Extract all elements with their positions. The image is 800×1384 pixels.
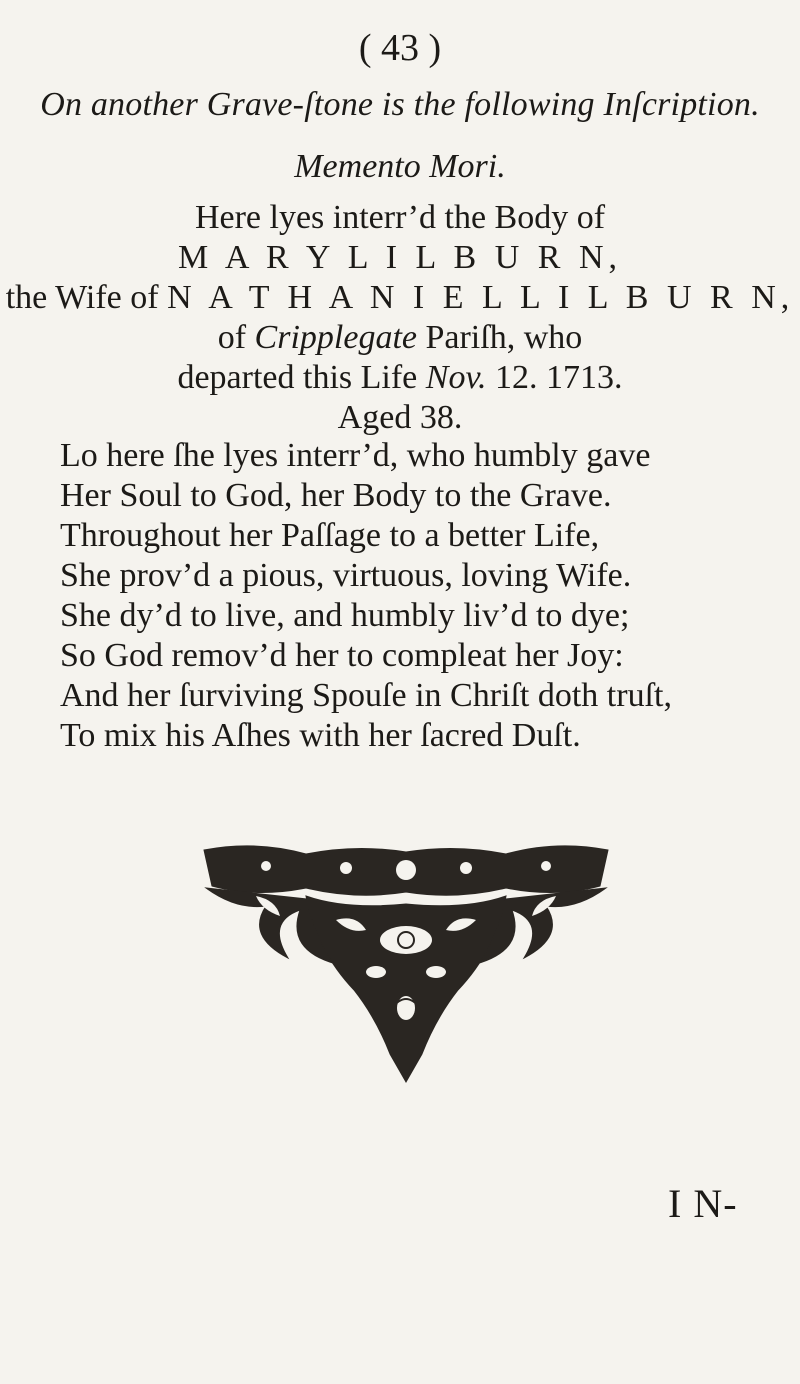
inscription-heading: On another Grave-ſtone is the following Inſcription. xyxy=(40,86,760,123)
verse-line: And her ſurviving Spouſe in Chriſt doth truſt, xyxy=(60,677,672,714)
wife-of-line xyxy=(0,278,800,318)
deceased-name: M A R Y L I L B U R N, xyxy=(177,239,623,276)
wife-of-label: the Wife of xyxy=(5,279,168,316)
verse-line: She prov’d a pious, virtuous, loving Wife. xyxy=(60,557,632,594)
verse-line: To mix his Aſhes with her ſacred Duſt. xyxy=(60,717,581,754)
epitaph-inscription xyxy=(0,198,800,438)
verse-line: Throughout her Paſſage to a better Life, xyxy=(60,517,600,554)
parish-line xyxy=(0,318,800,358)
parish-of-label: of xyxy=(217,319,255,356)
catchword: I N- xyxy=(668,1181,738,1226)
age-line: Aged 38. xyxy=(337,399,463,436)
epitaph-verse xyxy=(60,436,780,756)
inscription-line-1: Here lyes interr’d the Body of xyxy=(194,199,606,236)
husband-name: N A T H A N I E L L I L B U R N, xyxy=(167,279,795,316)
page-number: ( 43 ) xyxy=(358,27,442,69)
death-month: Nov. xyxy=(425,359,487,396)
parish-name: Cripplegate xyxy=(254,319,417,356)
departed-label: departed this Life xyxy=(177,359,426,396)
verse-line: So God remov’d her to compleat her Joy: xyxy=(60,637,624,674)
verse-line: Lo here ſhe lyes interr’d, who humbly gave xyxy=(60,437,651,474)
verse-line: She dy’d to live, and humbly liv’d to dye; xyxy=(60,597,630,634)
death-date: 12. 1713. xyxy=(486,359,623,396)
tailpiece-ornament xyxy=(196,840,616,1084)
memento-mori-motto: Memento Mori. xyxy=(294,148,506,185)
verse-line: Her Soul to God, her Body to the Grave. xyxy=(60,477,612,514)
parish-rest: Pariſh, who xyxy=(416,319,583,356)
departed-line xyxy=(0,358,800,398)
